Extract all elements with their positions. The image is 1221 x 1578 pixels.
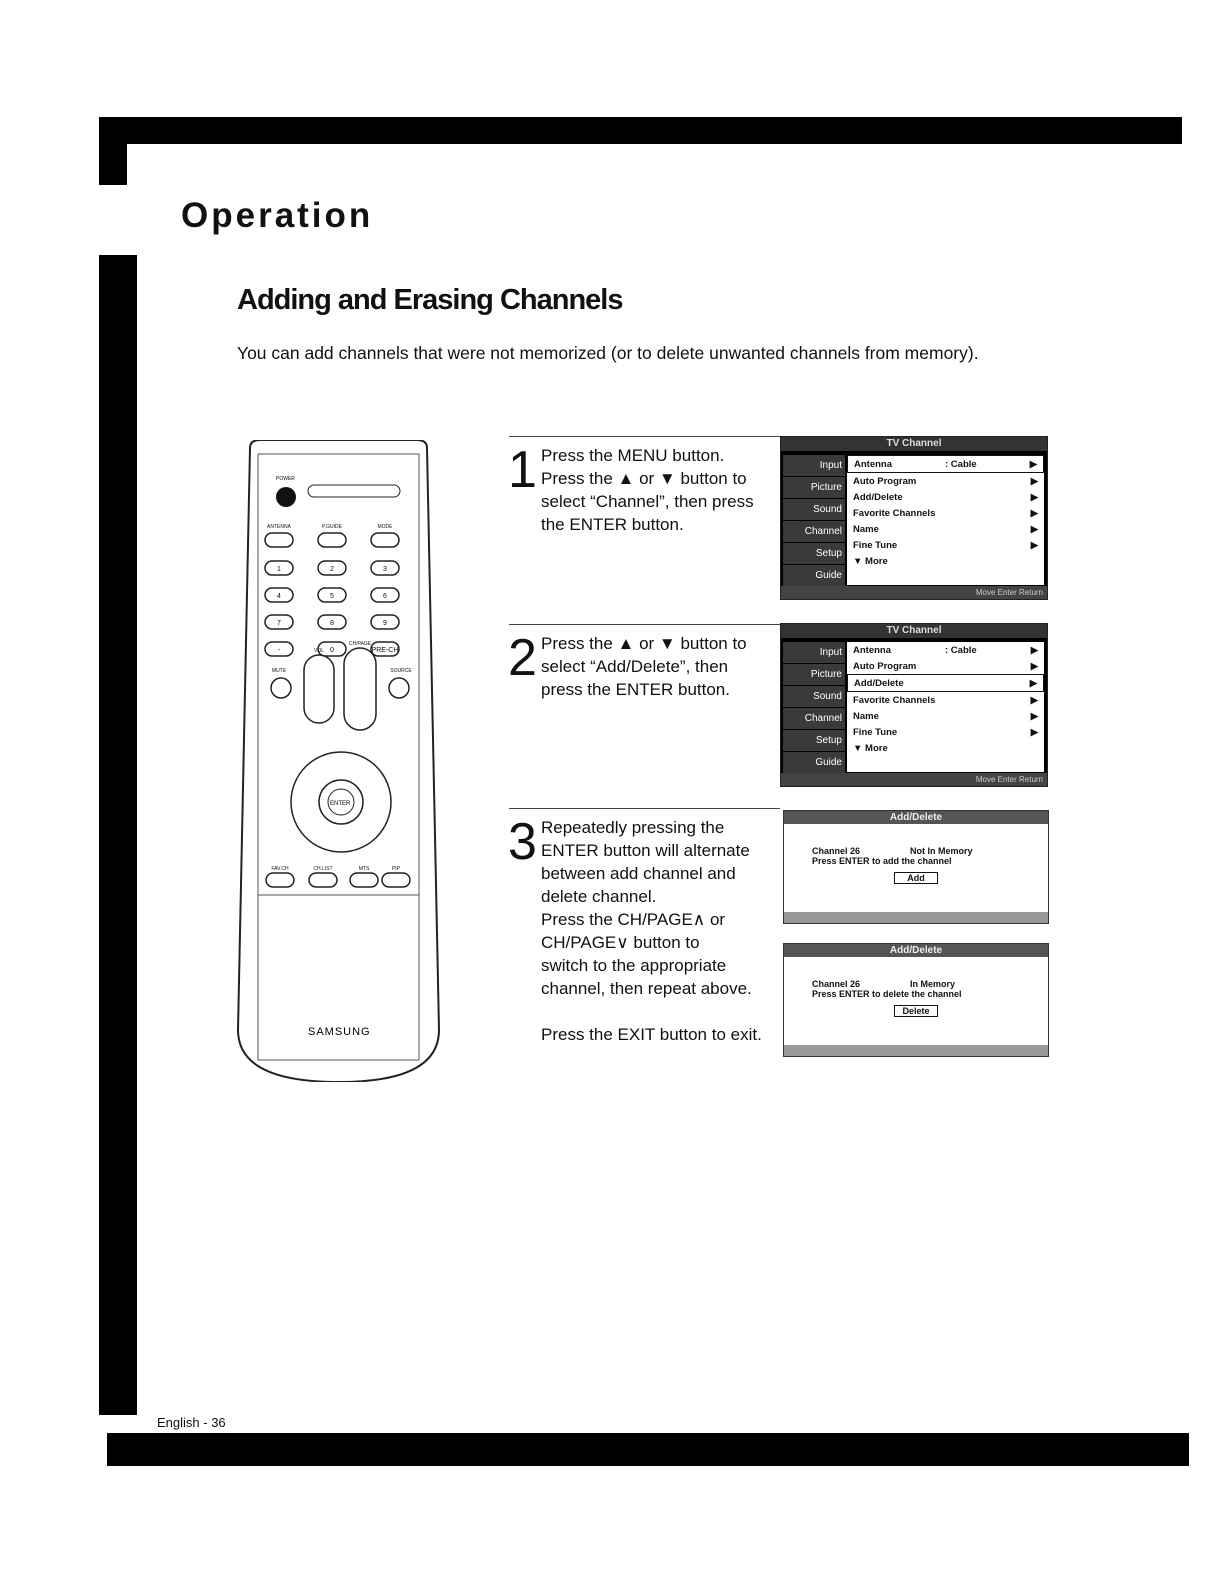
menu-item [847, 642, 1044, 658]
digit-label: 0 [330, 647, 334, 654]
menu-item [847, 674, 1044, 692]
menu-item-label: Name [853, 710, 879, 722]
menu-item [847, 692, 1044, 708]
menu-item-label: Favorite Channels [853, 507, 936, 519]
menu-nav-item: Picture [783, 477, 845, 498]
menu-nav-item: Sound [783, 499, 845, 520]
menu-item-arrow-icon: ▶ [1030, 694, 1038, 706]
step-line: Press the ▲ or ▼ button to [541, 634, 747, 653]
step-rule [509, 436, 780, 437]
menu-item [847, 473, 1044, 489]
menu-item-value: : Cable [945, 458, 977, 470]
digit-label: PRE-CH [371, 647, 399, 654]
digit-label: 3 [383, 566, 387, 573]
dialog-channel-line [812, 979, 1048, 989]
menu-item-label: Auto Program [853, 475, 917, 487]
menu-item-arrow-icon: ▶ [1030, 491, 1038, 503]
menu-item-arrow-icon: ▶ [1029, 677, 1037, 689]
menu-item-label: Add/Delete [854, 677, 904, 689]
dialog-title: Add/Delete [784, 811, 1048, 824]
remote-bottom-label: FAV.CH [271, 866, 289, 872]
menu-item-label: Antenna [854, 458, 892, 470]
menu-item [847, 455, 1044, 473]
dialog-title: Add/Delete [784, 944, 1048, 957]
step-number: 3 [508, 813, 537, 871]
menu-title: TV Channel [781, 624, 1047, 638]
step-line: press the ENTER button. [541, 680, 730, 699]
step-line: select “Add/Delete”, then [541, 657, 729, 676]
dialog-channel: Channel 26 [812, 979, 861, 989]
dialog-footer [784, 912, 1048, 923]
remote-brand: SAMSUNG [308, 1026, 371, 1038]
step-number: 1 [508, 441, 537, 499]
menu-item [847, 521, 1044, 537]
step-line: CH/PAGE∨ button to [541, 933, 700, 952]
menu-nav-item: Channel [783, 521, 845, 542]
dialog-action-button: Add [894, 872, 938, 884]
menu-footer: Move Enter Return [781, 773, 1047, 786]
menu-item-arrow-icon: ▶ [1030, 507, 1038, 519]
menu-nav-item: Setup [783, 730, 845, 751]
header-bar [99, 117, 1182, 144]
menu-nav [783, 642, 845, 774]
left-edge-tab [99, 117, 127, 185]
digit-label: 8 [330, 620, 334, 627]
menu-nav-item: Input [783, 642, 845, 663]
step-line: Press the CH/PAGE∧ or [541, 910, 726, 929]
menu-item-arrow-icon: ▶ [1029, 458, 1037, 470]
add-delete-dialog [783, 810, 1049, 924]
step-line [541, 1000, 762, 1023]
step-rule [509, 624, 780, 625]
menu-nav-item: Sound [783, 686, 845, 707]
step-line: Press the EXIT button to exit. [541, 1025, 762, 1044]
step-rule [509, 808, 780, 809]
menu-item [847, 553, 1044, 569]
footer-bar [107, 1433, 1189, 1466]
menu-item-label: Auto Program [853, 660, 917, 672]
menu-item-label: ▼ More [853, 555, 888, 567]
dialog-channel-line [812, 846, 1048, 856]
intro-text: You can add channels that were not memorized (or to delete unwanted channels from memory). [237, 343, 979, 363]
menu-item-arrow-icon: ▶ [1030, 539, 1038, 551]
menu-item [847, 740, 1044, 756]
remote-bottom-label: CH.LIST [313, 866, 333, 872]
menu-item-label: ▼ More [853, 742, 888, 754]
menu-item-label: Fine Tune [853, 726, 898, 738]
step-line: switch to the appropriate [541, 956, 727, 975]
step-line: the ENTER button. [541, 515, 684, 534]
digit-label: 1 [277, 566, 281, 573]
tv-channel-menu [780, 623, 1048, 787]
digit-label: 9 [383, 620, 387, 627]
step-line: Press the MENU button. [541, 446, 725, 465]
page-number: English - 36 [157, 1415, 226, 1430]
step-line: Repeatedly pressing the [541, 818, 725, 837]
dialog-status: In Memory [910, 979, 956, 989]
menu-item-arrow-icon: ▶ [1030, 710, 1038, 722]
dialog-status: Not In Memory [910, 846, 973, 856]
enter-label: ENTER [330, 801, 351, 807]
menu-item [847, 658, 1044, 674]
menu-item-label: Add/Delete [853, 491, 903, 503]
digit-label: 5 [330, 593, 334, 600]
menu-item [847, 708, 1044, 724]
menu-item [847, 724, 1044, 740]
menu-item-label: Favorite Channels [853, 694, 936, 706]
step-line: channel, then repeat above. [541, 979, 752, 998]
digit-label: 6 [383, 593, 387, 600]
section-title: Operation [181, 196, 374, 235]
step-line: Press the ▲ or ▼ button to [541, 469, 747, 488]
digit-label: 4 [277, 593, 281, 600]
menu-title: TV Channel [781, 437, 1047, 451]
left-margin-bar [99, 255, 137, 1415]
menu-item-value: : Cable [945, 644, 977, 656]
remote-control-illustration [236, 440, 441, 1082]
menu-item-label: Fine Tune [853, 539, 898, 551]
menu-item [847, 505, 1044, 521]
dialog-action-button: Delete [894, 1005, 938, 1017]
step-line: select “Channel”, then press [541, 492, 754, 511]
menu-item-arrow-icon: ▶ [1030, 523, 1038, 535]
menu-nav-item: Guide [783, 752, 845, 773]
step-instructions [541, 816, 762, 1046]
vol-label: VOL [313, 648, 325, 654]
add-delete-dialog [783, 943, 1049, 1057]
dialog-footer [784, 1045, 1048, 1056]
menu-panel [847, 642, 1044, 772]
menu-nav-item: Setup [783, 543, 845, 564]
dialog-prompt: Press ENTER to delete the channel [812, 989, 962, 999]
menu-nav-item: Picture [783, 664, 845, 685]
menu-item [847, 537, 1044, 553]
digit-label: 7 [277, 620, 281, 627]
mute-label: MUTE [271, 668, 287, 674]
remote-pguide-label: P.GUIDE [322, 524, 342, 530]
dialog-prompt: Press ENTER to add the channel [812, 856, 952, 866]
step-instructions [541, 444, 754, 536]
power-button [276, 487, 296, 507]
page-heading: Adding and Erasing Channels [237, 284, 623, 316]
dialog-channel: Channel 26 [812, 846, 861, 856]
remote-antenna-label: ANTENNA [267, 524, 291, 530]
remote-mode-label: MODE [377, 524, 393, 530]
step-line: ENTER button will alternate [541, 841, 750, 860]
step-line: delete channel. [541, 887, 657, 906]
step-instructions [541, 632, 747, 701]
menu-item-arrow-icon: ▶ [1030, 644, 1038, 656]
digit-label: 2 [330, 566, 334, 573]
menu-nav-item: Channel [783, 708, 845, 729]
chpage-label: CH/PAGE [348, 641, 372, 647]
menu-nav [783, 455, 845, 587]
menu-item [847, 489, 1044, 505]
menu-item-arrow-icon: ▶ [1030, 660, 1038, 672]
power-label: POWER [276, 476, 295, 482]
remote-bottom-label: MTS [358, 866, 370, 872]
remote-bottom-label: PIP [391, 866, 401, 872]
menu-nav-item: Input [783, 455, 845, 476]
menu-panel [847, 455, 1044, 585]
digit-label: - [277, 647, 281, 654]
step-number: 2 [508, 629, 537, 687]
menu-item-label: Antenna [853, 644, 891, 656]
menu-item-arrow-icon: ▶ [1030, 475, 1038, 487]
menu-item-label: Name [853, 523, 879, 535]
step-line: between add channel and [541, 864, 736, 883]
source-label: SOURCE [390, 668, 412, 674]
menu-item-arrow-icon: ▶ [1030, 726, 1038, 738]
menu-nav-item: Guide [783, 565, 845, 586]
tv-channel-menu [780, 436, 1048, 600]
menu-footer: Move Enter Return [781, 586, 1047, 599]
